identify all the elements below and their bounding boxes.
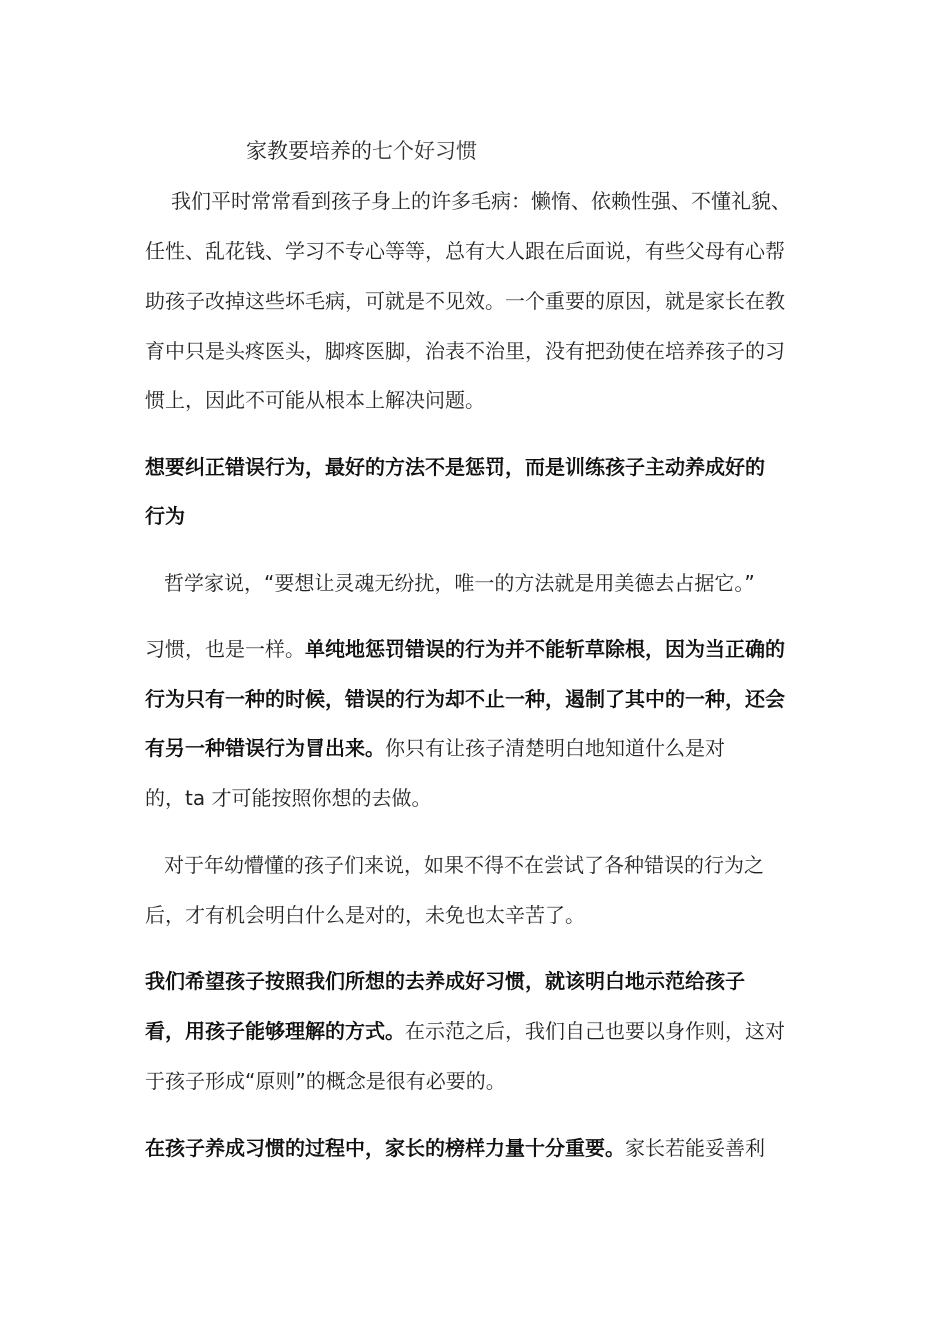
plain-text: 家长若能妥善利 (625, 1136, 765, 1160)
plain-text: 在示范之后，我们自己也要以身作则，这对 (405, 1019, 785, 1043)
plain-text: 习惯，也是一样。 (145, 637, 305, 661)
paragraph-line (145, 1016, 815, 1046)
emphasis-text: 看，用孩子能够理解的方式。 (145, 1019, 405, 1043)
title-part-1: 家教要培养的 (246, 139, 372, 163)
paragraph-line: 惯上，因此不可能从根本上解决问题。 (145, 388, 485, 412)
section-heading: 行为 (145, 504, 185, 528)
emphasis-line: 行为只有一种的时候，错误的行为却不止一种，遏制了其中的一种，还会 (145, 687, 785, 711)
paragraph-line (145, 1133, 815, 1163)
emphasis-text: 在孩子养成习惯的过程中，家长的榜样力量十分重要。 (145, 1136, 625, 1160)
paragraph-line: 我们平时常常看到孩子身上的许多毛病：懒惰、依赖性强、不懂礼貌、 (171, 189, 791, 213)
document-title (246, 136, 477, 166)
paragraph-line (145, 634, 815, 664)
paragraph-line: 的，ta 才可能按照你想的去做。 (145, 786, 432, 810)
emphasis-text: 单纯地惩罚错误的行为并不能斩草除根，因为当正确的 (305, 637, 785, 661)
paragraph-line: 助孩子改掉这些坏毛病，可就是不见效。一个重要的原因，就是家长在教 (145, 289, 785, 313)
paragraph-line: 后，才有机会明白什么是对的，未免也太辛苦了。 (145, 903, 585, 927)
paragraph-line: 育中只是头疼医头，脚疼医脚，治表不治里，没有把劲使在培养孩子的习 (145, 339, 785, 363)
paragraph-line: 哲学家说，“要想让灵魂无纷扰，唯一的方法就是用美德去占据它。” (164, 571, 755, 595)
plain-text: 你只有让孩子清楚明白地知道什么是对 (385, 736, 725, 760)
paragraph-line (145, 733, 815, 763)
emphasis-text: 有另一种错误行为冒出来。 (145, 736, 385, 760)
emphasis-line: 我们希望孩子按照我们所想的去养成好习惯，就该明白地示范给孩子 (145, 969, 745, 993)
paragraph-line: 于孩子形成“原则”的概念是很有必要的。 (145, 1069, 506, 1093)
section-heading: 想要纠正错误行为，最好的方法不是惩罚，而是训练孩子主动养成好的 (145, 455, 765, 479)
paragraph-line: 任性、乱花钱、学习不专心等等，总有大人跟在后面说，有些父母有心帮 (145, 239, 785, 263)
paragraph-line: 对于年幼懵懂的孩子们来说，如果不得不在尝试了各种错误的行为之 (164, 853, 764, 877)
title-part-2: 七个好习惯 (372, 139, 477, 163)
